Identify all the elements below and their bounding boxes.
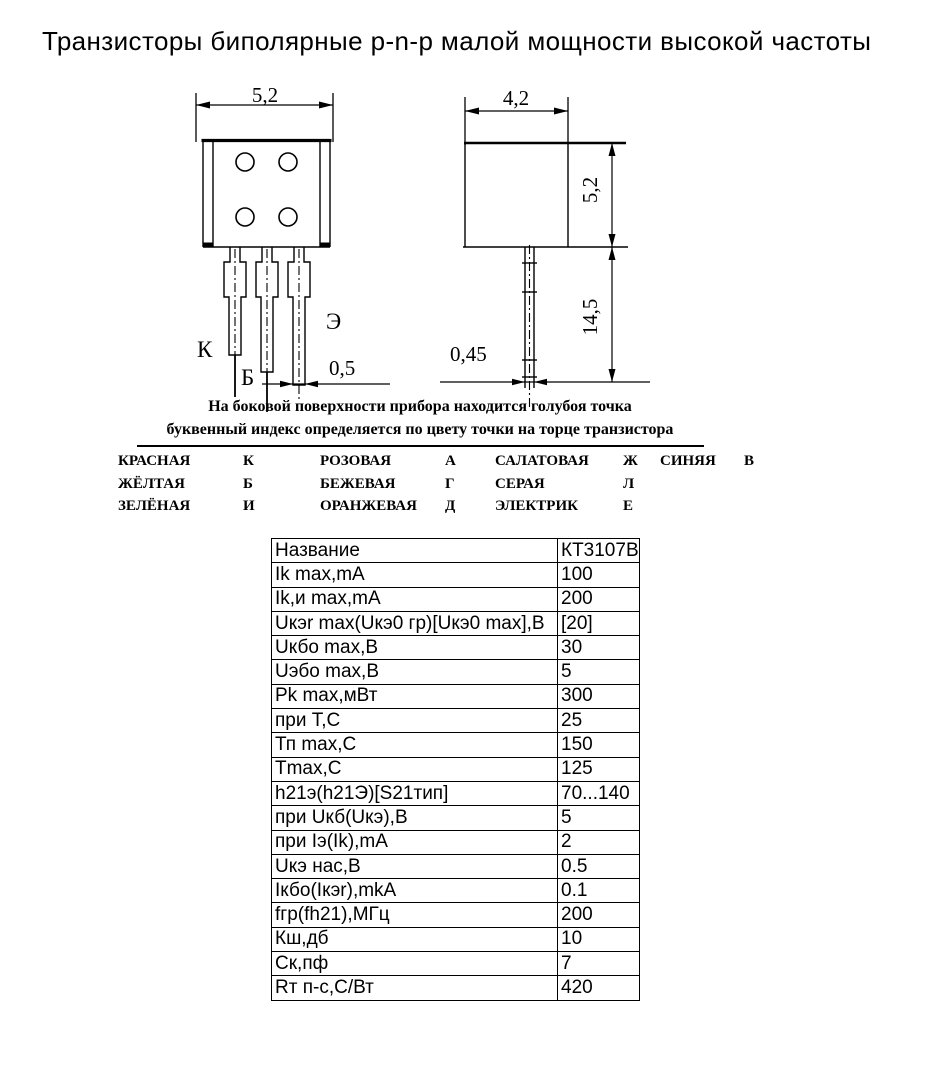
transistor-side-view-drawing bbox=[430, 85, 670, 425]
dim-arrow-left bbox=[196, 102, 210, 109]
spec-row bbox=[272, 709, 640, 733]
spec-value-cell: 420 bbox=[558, 976, 640, 1000]
spec-value-cell: 7 bbox=[558, 952, 640, 976]
color-letter: Е bbox=[623, 498, 634, 514]
color-code-row bbox=[320, 450, 456, 473]
color-name: ЭЛЕКТРИК bbox=[495, 498, 578, 514]
color-name: СЕРАЯ bbox=[495, 475, 545, 492]
spec-row bbox=[272, 636, 640, 660]
spec-name-cell: Ск,пф bbox=[272, 952, 558, 976]
side-lead-thickness-label: 0,45 bbox=[450, 342, 487, 366]
spec-value-cell: 5 bbox=[558, 660, 640, 684]
color-letter: В bbox=[744, 453, 755, 469]
spec-value-cell: 5 bbox=[558, 806, 640, 830]
spec-value-cell: 0.5 bbox=[558, 854, 640, 878]
color-letter: Д bbox=[445, 498, 456, 514]
color-code-column bbox=[495, 450, 638, 518]
spec-name-cell: Tmax,С bbox=[272, 757, 558, 781]
color-letter: А bbox=[445, 453, 456, 469]
spec-value-cell: 125 bbox=[558, 757, 640, 781]
spec-name-cell: при Iэ(Ik),mA bbox=[272, 830, 558, 854]
spec-value-cell: КТ3107В bbox=[558, 539, 640, 563]
spec-row bbox=[272, 611, 640, 635]
spec-name-cell: Название bbox=[272, 539, 558, 563]
spec-name-cell: Uкбо max,В bbox=[272, 636, 558, 660]
spec-value-cell: 200 bbox=[558, 903, 640, 927]
front-lead-width-label: 0,5 bbox=[329, 356, 356, 380]
spec-value-cell: 25 bbox=[558, 709, 640, 733]
spec-row bbox=[272, 854, 640, 878]
spec-row bbox=[272, 879, 640, 903]
color-code-column bbox=[118, 450, 255, 518]
color-letter: К bbox=[243, 453, 254, 469]
spec-value-cell: 200 bbox=[558, 587, 640, 611]
color-name: РОЗОВАЯ bbox=[320, 453, 392, 469]
spec-name-cell: Pk max,мВт bbox=[272, 684, 558, 708]
marking-note bbox=[108, 395, 732, 441]
body-corner-mark-right bbox=[320, 243, 330, 248]
spec-name-cell: при Uкб(Uкэ),В bbox=[272, 806, 558, 830]
color-name: КРАСНАЯ bbox=[118, 453, 191, 469]
dim-arrow-up2 bbox=[609, 247, 616, 260]
color-code-row bbox=[118, 450, 255, 473]
color-name: БЕЖЕВАЯ bbox=[320, 475, 396, 492]
transistor-front-view-drawing bbox=[150, 85, 410, 420]
color-code-row bbox=[320, 473, 456, 496]
spec-value-cell: 70...140 bbox=[558, 781, 640, 805]
spec-name-cell: при Т,С bbox=[272, 709, 558, 733]
color-code-column bbox=[320, 450, 456, 518]
side-lead bbox=[522, 245, 537, 407]
color-letter: Г bbox=[445, 475, 455, 492]
color-code-row bbox=[320, 495, 456, 518]
spec-row bbox=[272, 563, 640, 587]
spec-name-cell: Кш,дб bbox=[272, 927, 558, 951]
emitter-pin-label: Э bbox=[326, 309, 342, 334]
color-code-row bbox=[495, 450, 638, 473]
color-code-row bbox=[118, 495, 255, 518]
spec-name-cell: Ik max,mA bbox=[272, 563, 558, 587]
divider-line bbox=[137, 445, 704, 447]
spec-name-cell: fгр(fh21),МГц bbox=[272, 903, 558, 927]
spec-row bbox=[272, 903, 640, 927]
side-lead-thickness-dimension bbox=[440, 379, 650, 386]
spec-row bbox=[272, 781, 640, 805]
front-lead-width-dimension bbox=[262, 381, 390, 388]
color-name: СИНЯЯ bbox=[660, 453, 716, 469]
front-leads bbox=[224, 247, 310, 412]
parameters-table bbox=[271, 538, 640, 1001]
color-code-row bbox=[495, 495, 638, 518]
spec-value-cell: 10 bbox=[558, 927, 640, 951]
color-code-row bbox=[495, 473, 638, 496]
spec-name-cell: h21э(h21Э)[S21тип] bbox=[272, 781, 558, 805]
color-code-row bbox=[118, 473, 255, 496]
color-code-row bbox=[660, 450, 754, 473]
spec-row bbox=[272, 952, 640, 976]
color-name: ЖЁЛТАЯ bbox=[118, 475, 185, 492]
side-body-height-label: 5,2 bbox=[578, 176, 602, 204]
spec-row bbox=[272, 976, 640, 1000]
front-body-outline bbox=[202, 140, 332, 247]
side-width-label: 4,2 bbox=[502, 86, 530, 110]
dim-arrow-down2 bbox=[609, 369, 616, 382]
spec-row bbox=[272, 757, 640, 781]
dim-arrow-right bbox=[319, 102, 333, 109]
spec-name-cell: Rт п-с,С/Вт bbox=[272, 976, 558, 1000]
spec-name-cell: Uэбо max,В bbox=[272, 660, 558, 684]
color-letter: Б bbox=[243, 475, 253, 492]
spec-name-cell: Uкэr max(Uкэ0 гр)[Uкэ0 max],В bbox=[272, 611, 558, 635]
dim-arrow-right bbox=[554, 108, 568, 115]
spec-value-cell: 30 bbox=[558, 636, 640, 660]
color-name: ЗЕЛЁНАЯ bbox=[118, 498, 191, 514]
spec-row bbox=[272, 733, 640, 757]
spec-row bbox=[272, 684, 640, 708]
dim-arrow-left bbox=[465, 108, 479, 115]
spec-row bbox=[272, 587, 640, 611]
front-mounting-holes bbox=[236, 153, 297, 226]
color-letter: Ж bbox=[623, 453, 638, 469]
side-lead-length-label: 14,5 bbox=[578, 298, 602, 336]
front-width-label: 5,2 bbox=[251, 85, 279, 107]
spec-value-cell: 2 bbox=[558, 830, 640, 854]
spec-header-row bbox=[272, 539, 640, 563]
color-letter: И bbox=[243, 498, 255, 514]
spec-name-cell: Тп max,С bbox=[272, 733, 558, 757]
base-pin-label: Б bbox=[241, 365, 255, 390]
dim-arrow-up bbox=[609, 143, 616, 156]
color-code-column bbox=[660, 450, 754, 473]
spec-value-cell: [20] bbox=[558, 611, 640, 635]
body-corner-mark-left bbox=[203, 243, 213, 248]
spec-row bbox=[272, 806, 640, 830]
side-body-outline bbox=[463, 143, 628, 247]
spec-name-cell: Ik,и max,mA bbox=[272, 587, 558, 611]
color-name: ОРАНЖЕВАЯ bbox=[320, 498, 417, 514]
color-letter: Л bbox=[623, 475, 635, 492]
marking-note-line1: На боковой поверхности прибора находится голубоя точка bbox=[208, 398, 632, 415]
spec-value-cell: 150 bbox=[558, 733, 640, 757]
spec-row bbox=[272, 830, 640, 854]
color-name: САЛАТОВАЯ bbox=[495, 453, 589, 469]
spec-value-cell: 0.1 bbox=[558, 879, 640, 903]
marking-note-line2: буквенный индекс определяется по цвету точки на торце транзистора bbox=[166, 421, 674, 438]
dim-arrow-down bbox=[609, 234, 616, 247]
collector-pin-label: К bbox=[197, 337, 213, 362]
spec-value-cell: 100 bbox=[558, 563, 640, 587]
spec-row bbox=[272, 660, 640, 684]
spec-row bbox=[272, 927, 640, 951]
spec-name-cell: Iкбо(Iкэr),mkA bbox=[272, 879, 558, 903]
page-title: Транзисторы биполярные p-n-p малой мощности высокой частоты bbox=[42, 26, 872, 56]
spec-name-cell: Uкэ нас,В bbox=[272, 854, 558, 878]
spec-value-cell: 300 bbox=[558, 684, 640, 708]
